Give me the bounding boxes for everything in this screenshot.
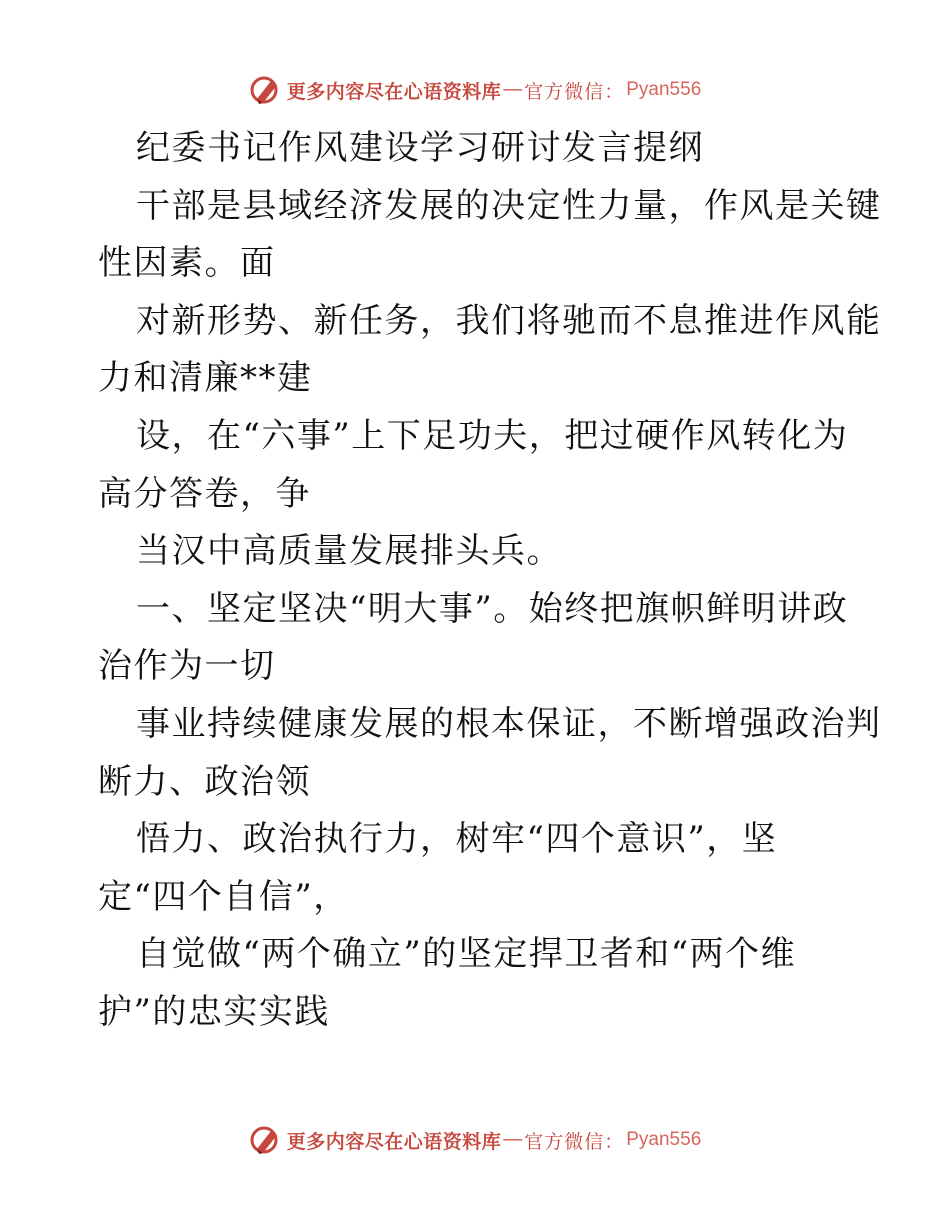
document-line: 悟力、政治执行力，树牢“四个意识”，坚: [136, 819, 778, 860]
header-watermark: [0, 70, 950, 110]
document-line: 自觉做“两个确立”的坚定捍卫者和“两个维: [136, 934, 797, 975]
document-line: 断力、政治领: [98, 761, 311, 802]
document-line: 干部是县域经济发展的决定性力量，作风是关键: [136, 185, 882, 226]
watermark-label: 官方微信：: [524, 80, 625, 103]
document-line: 事业持续健康发展的根本保证，不断增强政治判: [136, 703, 882, 744]
document-line: 性因素。面: [98, 243, 276, 284]
watermark-label: 官方微信：: [524, 1130, 625, 1153]
document-line: 定“四个自信”，: [98, 876, 349, 917]
document-line: 高分答卷，争: [98, 473, 311, 514]
watermark-wechat-id: Pyan556: [626, 1129, 702, 1150]
document-line: 治作为一切: [98, 646, 276, 687]
watermark-brand: 更多内容尽在心语资料库: [286, 80, 502, 103]
watermark-brand: 更多内容尽在心语资料库: [286, 1130, 502, 1153]
pen-logo-icon: [249, 73, 283, 107]
document-line: 力和清廉**建: [98, 358, 313, 399]
watermark-wechat-id: Pyan556: [626, 79, 702, 100]
watermark-dash: —: [503, 1129, 523, 1150]
watermark-dash: —: [503, 79, 523, 100]
document-line: 设，在“六事”上下足功夫，把过硬作风转化为: [136, 415, 849, 456]
document-body: [98, 120, 882, 1042]
pen-logo-icon: [249, 1123, 283, 1157]
document-line: 护”的忠实实践: [98, 991, 330, 1032]
document-line: 纪委书记作风建设学习研讨发言提纲: [136, 128, 704, 168]
document-line: 当汉中高质量发展排头兵。: [136, 531, 562, 572]
document-line: 一、坚定坚决“明大事”。始终把旗帜鲜明讲政: [136, 588, 849, 629]
footer-watermark: [0, 1120, 950, 1160]
document-line: 对新形势、新任务，我们将驰而不息推进作风能: [136, 300, 882, 341]
